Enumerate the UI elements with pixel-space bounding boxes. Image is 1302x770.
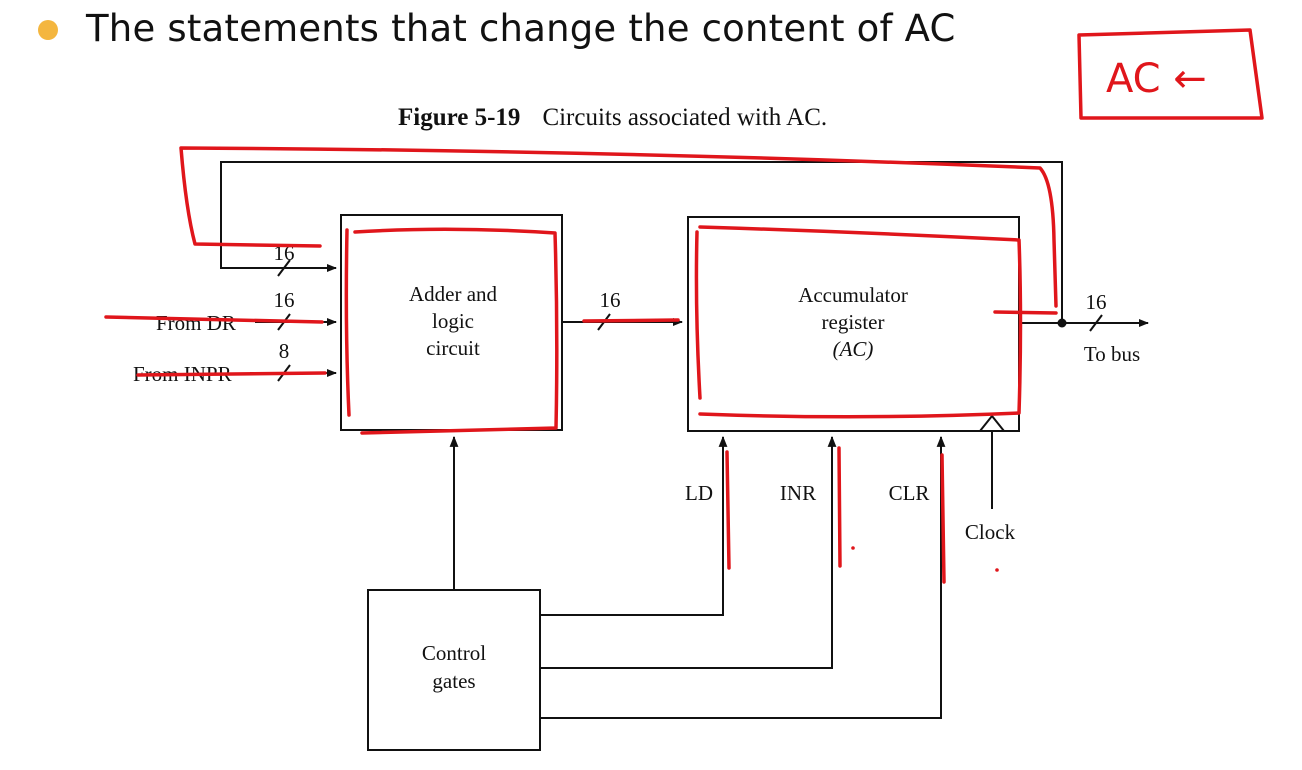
adder-out-width-label: 16 (599, 288, 621, 312)
slide-title: The statements that change the content of AC (86, 7, 956, 50)
clr-label: CLR (888, 481, 930, 505)
red-note-text: AC ← (1106, 56, 1207, 102)
ld-label: LD (685, 481, 713, 505)
dr-width-label: 16 (273, 288, 295, 312)
inpr-width-label: 8 (278, 339, 290, 363)
accumulator-label-1: Accumulator (798, 283, 908, 307)
to-bus-width-label: 16 (1085, 290, 1107, 314)
to-bus-label: To bus (1083, 342, 1141, 366)
clock-label: Clock (964, 520, 1016, 544)
red-feedback-trace (181, 148, 1056, 306)
red-inpr-strike (138, 373, 325, 375)
red-adder-out-trace (584, 320, 678, 321)
red-dots (851, 546, 999, 572)
clock-triangle (980, 416, 1004, 431)
adder-label-2: logic (432, 309, 474, 333)
adder-label-3: circuit (426, 336, 480, 360)
red-clr-trace (942, 455, 944, 582)
adder-label-1: Adder and (408, 282, 498, 306)
feedback-width-label: 16 (273, 241, 295, 265)
from-dr-label: From DR (156, 311, 236, 335)
control-label-1: Control (421, 641, 487, 665)
figure-number: Figure 5-19 (398, 104, 521, 131)
accumulator-label-2: register (821, 310, 885, 334)
clr-wire (540, 437, 941, 718)
red-ac-output-trace (995, 312, 1056, 313)
red-ld-trace (727, 452, 729, 568)
inr-label: INR (779, 481, 817, 505)
from-inpr-label: From INPR (133, 362, 232, 386)
accumulator-label-3: (AC) (832, 337, 874, 361)
red-inr-trace (839, 448, 840, 566)
red-dr-strike (106, 317, 322, 322)
control-label-2: gates (432, 669, 476, 693)
ld-wire (540, 437, 723, 615)
figure-caption-text: Circuits associated with AC. (542, 104, 828, 131)
inr-wire (540, 437, 832, 668)
bus-junction-dot (1058, 319, 1067, 328)
